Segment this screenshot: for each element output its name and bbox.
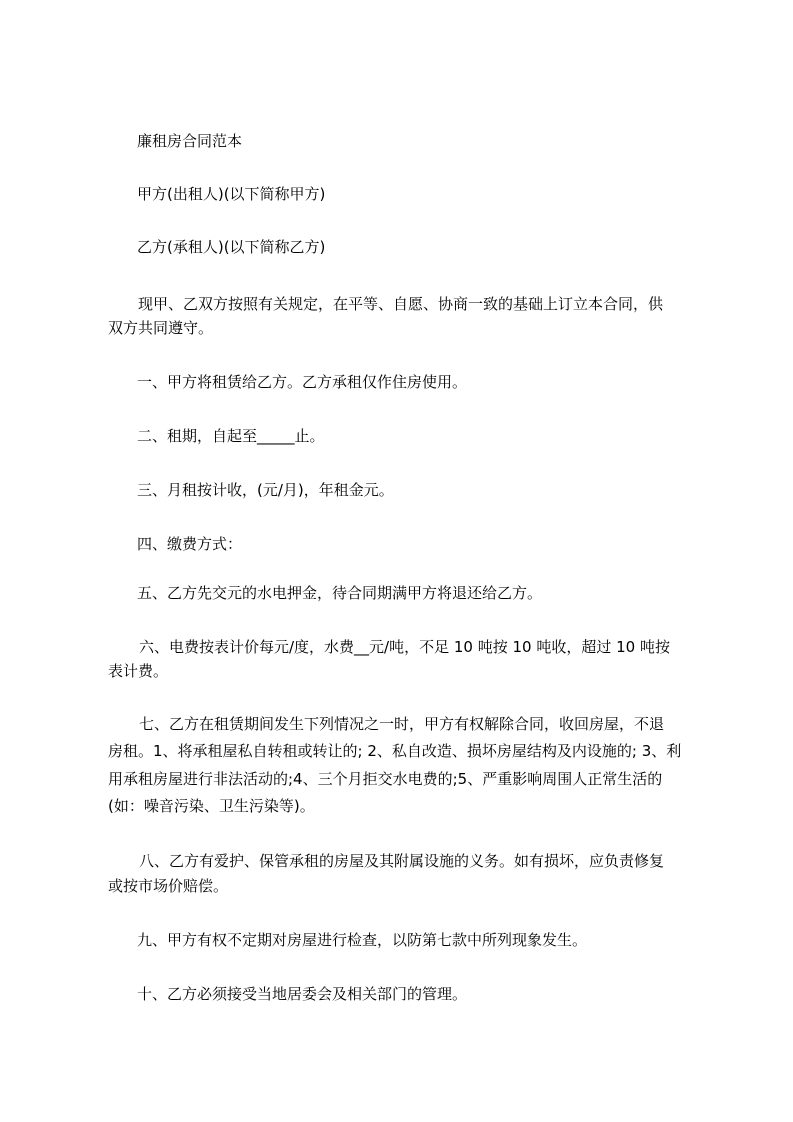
intro-line-1: 现甲、乙双方按照有关规定，在平等、自愿、协商一致的基础上订立本合同，供 <box>138 295 664 313</box>
clause-4: 四、缴费方式： <box>137 535 243 553</box>
intro-line-2: 双方共同遵守。 <box>108 319 214 337</box>
party-b-line: 乙方(承租人)(以下简称乙方) <box>137 238 326 256</box>
clause-10: 十、乙方必须接受当地居委会及相关部门的管理。 <box>137 985 468 1003</box>
clause-1: 一、甲方将租赁给乙方。乙方承租仅作住房使用。 <box>137 373 468 391</box>
clause-3: 三、月租按计收，(元/月)，年租金元。 <box>137 481 394 499</box>
clause-5: 五、乙方先交元的水电押金，待合同期满甲方将退还给乙方。 <box>137 584 543 602</box>
clause-7-line-2: 房租。1、将承租屋私自转租或转让的; 2、私自改造、损坏房屋结构及内设施的; 3、利 <box>108 742 682 760</box>
clause-8-line-1: 八、乙方有爱护、保管承租的房屋及其附属设施的义务。如有损坏，应负责修复 <box>139 852 665 870</box>
clause-7-line-1: 七、乙方在租赁期间发生下列情况之一时，甲方有权解除合同，收回房屋，不退 <box>139 715 665 733</box>
clause-2: 二、租期，自起至_____止。 <box>137 427 325 445</box>
party-a-line: 甲方(出租人)(以下简称甲方) <box>137 185 326 203</box>
clause-6-line-2: 表计费。 <box>108 662 169 680</box>
clause-6-line-1: 六、电费按表计价每元/度，水费__元/吨，不足 10 吨按 10 吨收，超过 10 吨按 <box>139 638 670 656</box>
clause-8-line-2: 或按市场价赔偿。 <box>108 877 229 895</box>
clause-9: 九、甲方有权不定期对房屋进行检查，以防第七款中所列现象发生。 <box>137 931 588 949</box>
document-title: 廉租房合同范本 <box>137 132 243 150</box>
clause-7-line-3: 用承租房屋进行非法活动的;4、三个月拒交水电费的;5、严重影响周围人正常生活的 <box>108 770 663 788</box>
clause-7-line-4: (如：噪音污染、卫生污染等)。 <box>108 797 315 815</box>
